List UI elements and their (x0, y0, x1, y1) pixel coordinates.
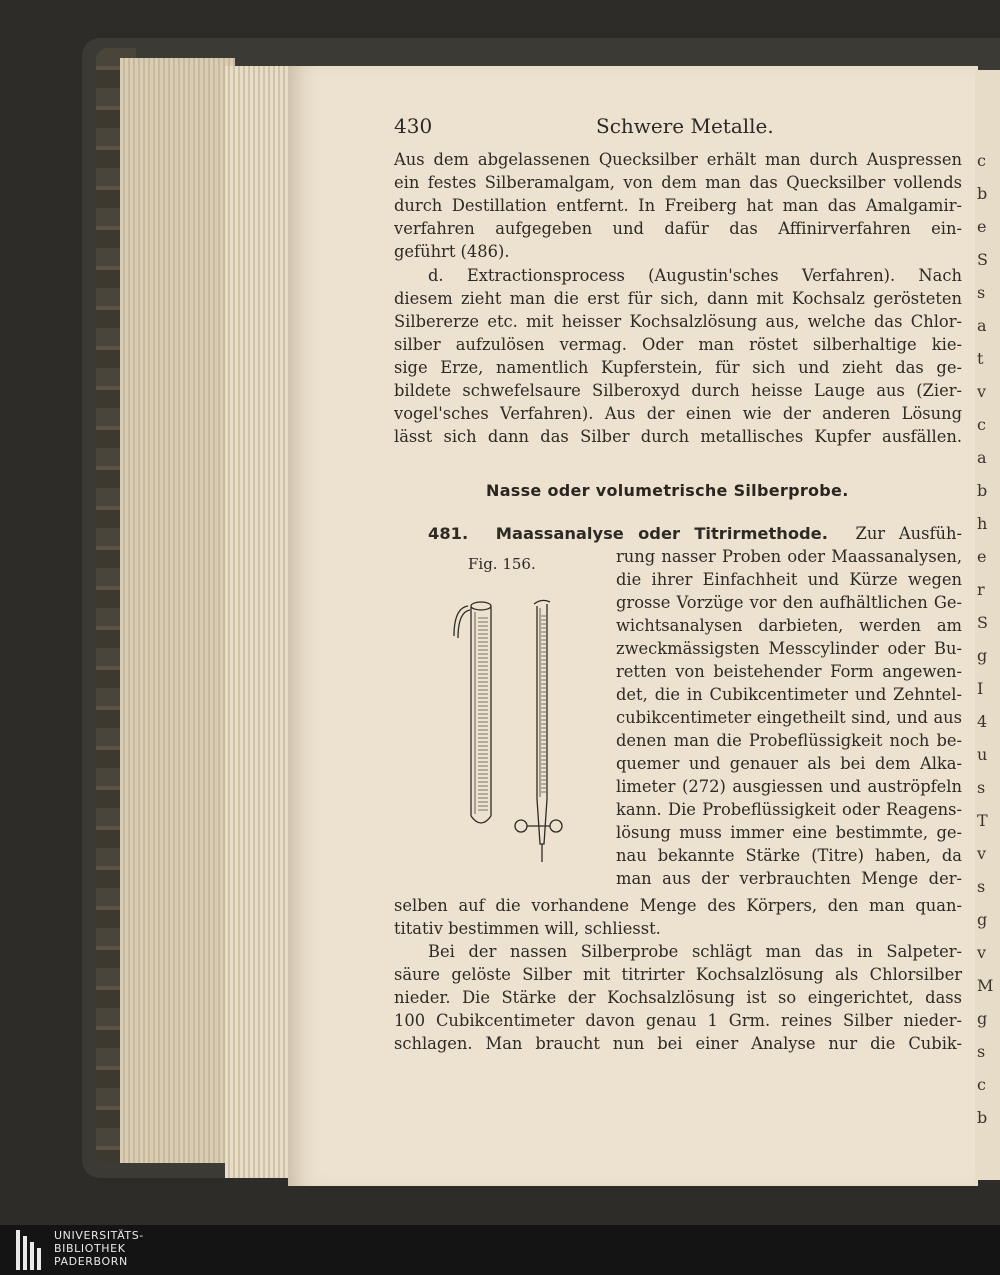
section-heading: Nasse oder volumetrische Silberprobe. (486, 481, 849, 500)
text-line: schlagen. Man braucht nun bei einer Analyse nur die Cubik- (394, 1034, 962, 1053)
text-line: säure gelöste Silber mit titrirter Kochsalzlösung als Chlorsilber (394, 965, 962, 984)
text-line: nau bekannte Stärke (Titre) haben, da (616, 846, 962, 865)
facing-page-letter: r (977, 580, 985, 599)
page-stack-inner (225, 66, 295, 1178)
text-line: denen man die Probeflüssigkeit noch be- (616, 731, 962, 750)
facing-page-letter: c (977, 151, 986, 170)
facing-page-letter: a (977, 448, 987, 467)
facing-page-letter: g (977, 1009, 988, 1028)
facing-page-letter: I (977, 679, 984, 698)
text-line: die ihrer Einfachheit und Kürze wegen (616, 570, 962, 589)
facing-page-letter: g (977, 646, 988, 665)
facing-page-letter: s (977, 877, 986, 896)
text-line: d. Extractionsprocess (Augustin'sches Verfahren). Nach (428, 266, 962, 285)
library-footer-bar (0, 1225, 1000, 1275)
facing-page-letter: e (977, 217, 987, 236)
text-line: Bei der nassen Silberprobe schlägt man das in Salpeter- (428, 942, 962, 961)
text-line: rung nasser Proben oder Maassanalysen, (616, 547, 962, 566)
text-line: titativ bestimmen will, schliesst. (394, 919, 661, 938)
facing-page-letter: v (977, 844, 987, 863)
facing-page-letter: M (977, 976, 994, 995)
logo-line: UNIVERSITÄTS- (54, 1229, 144, 1242)
page-stack-left (120, 58, 235, 1163)
facing-page-letter: T (977, 811, 988, 830)
text-line: Silbererze etc. mit heisser Kochsalzlösung aus, welche das Chlor- (394, 312, 962, 331)
facing-page-letter: b (977, 184, 988, 203)
figure-caption: Fig. 156. (468, 555, 536, 573)
page-number: 430 (394, 114, 433, 138)
text-line: Aus dem abgelassenen Quecksilber erhält man durch Auspressen (394, 150, 962, 169)
text-line: lösung muss immer eine bestimmte, ge- (616, 823, 962, 842)
text-line: kann. Die Probeflüssigkeit oder Reagens- (616, 800, 962, 819)
facing-page-letter: v (977, 382, 987, 401)
text-line: wichtsanalysen darbieten, werden am (616, 616, 962, 635)
facing-page-letter: S (977, 613, 988, 632)
text-line: geführt (486). (394, 242, 510, 261)
university-library-logo-icon (14, 1228, 48, 1272)
facing-page-letter: c (977, 415, 986, 434)
facing-page-letter: g (977, 910, 988, 929)
text-fragment: Zur Ausfüh- (855, 524, 962, 543)
facing-page-letter: a (977, 316, 987, 335)
text-line: durch Destillation entfernt. In Freiberg hat man das Amalgamir- (394, 196, 962, 215)
text-line: selben auf die vorhandene Menge des Körpers, den man quan- (394, 896, 962, 915)
facing-page-letter: h (977, 514, 988, 533)
text-line: quemer und genauer als bei dem Alka- (616, 754, 962, 773)
facing-page-letter: u (977, 745, 988, 764)
text-line: silber aufzulösen vermag. Oder man röstet silberhaltige kie- (394, 335, 962, 354)
facing-page-letter: c (977, 1075, 986, 1094)
text-line: lässt sich dann das Silber durch metallisches Kupfer ausfällen. (394, 427, 962, 446)
text-line: nieder. Die Stärke der Kochsalzlösung ist so eingerichtet, dass (394, 988, 962, 1007)
burette-figure (444, 594, 574, 874)
text-line: 100 Cubikcentimeter davon genau 1 Grm. reines Silber nieder- (394, 1011, 962, 1030)
paragraph-number: 481. (428, 524, 469, 543)
text-line: man aus der verbrauchten Menge der- (616, 869, 962, 888)
text-line: zweckmässigsten Messcylinder oder Bu- (616, 639, 962, 658)
running-title: Schwere Metalle. (596, 114, 774, 138)
facing-page-letter: S (977, 250, 988, 269)
text-line: sige Erze, namentlich Kupferstein, für sich und zieht das ge- (394, 358, 962, 377)
text-line: ein festes Silberamalgam, von dem man das Quecksilber vollends (394, 173, 962, 192)
text-line: det, die in Cubikcentimeter und Zehntel- (616, 685, 962, 704)
text-line: retten von beistehender Form angewen- (616, 662, 962, 681)
facing-page-letter: s (977, 1042, 986, 1061)
running-header (394, 114, 962, 140)
library-logo-text (54, 1229, 144, 1268)
facing-page-edge (975, 70, 1000, 1180)
facing-page-letter: b (977, 481, 988, 500)
logo-line: PADERBORN (54, 1255, 128, 1268)
paragraph-title: Maassanalyse oder Titrirmethode. (495, 524, 828, 543)
facing-page-letter: t (977, 349, 984, 368)
text-line: diesem zieht man die erst für sich, dann mit Kochsalz gerösteten (394, 289, 962, 308)
text-line: verfahren aufgegeben und dafür das Affinirverfahren ein- (394, 219, 962, 238)
facing-page-letter: b (977, 1108, 988, 1127)
logo-line: BIBLIOTHEK (54, 1242, 126, 1255)
facing-page-letter: 4 (977, 712, 988, 731)
paragraph-481-first-line (428, 522, 962, 545)
facing-page-letter: v (977, 943, 987, 962)
text-line: vogel'sches Verfahren). Aus der einen wie der anderen Lösung (394, 404, 962, 423)
facing-page-letter: s (977, 283, 986, 302)
text-line: bildete schwefelsaure Silberoxyd durch heisse Lauge aus (Zier- (394, 381, 962, 400)
text-line: grosse Vorzüge vor den aufhältlichen Ge- (616, 593, 962, 612)
text-line: cubikcentimeter eingetheilt sind, und aus (616, 708, 962, 727)
text-line: limeter (272) ausgiessen und auströpfeln (616, 777, 962, 796)
facing-page-letter: s (977, 778, 986, 797)
facing-page-letter: e (977, 547, 987, 566)
